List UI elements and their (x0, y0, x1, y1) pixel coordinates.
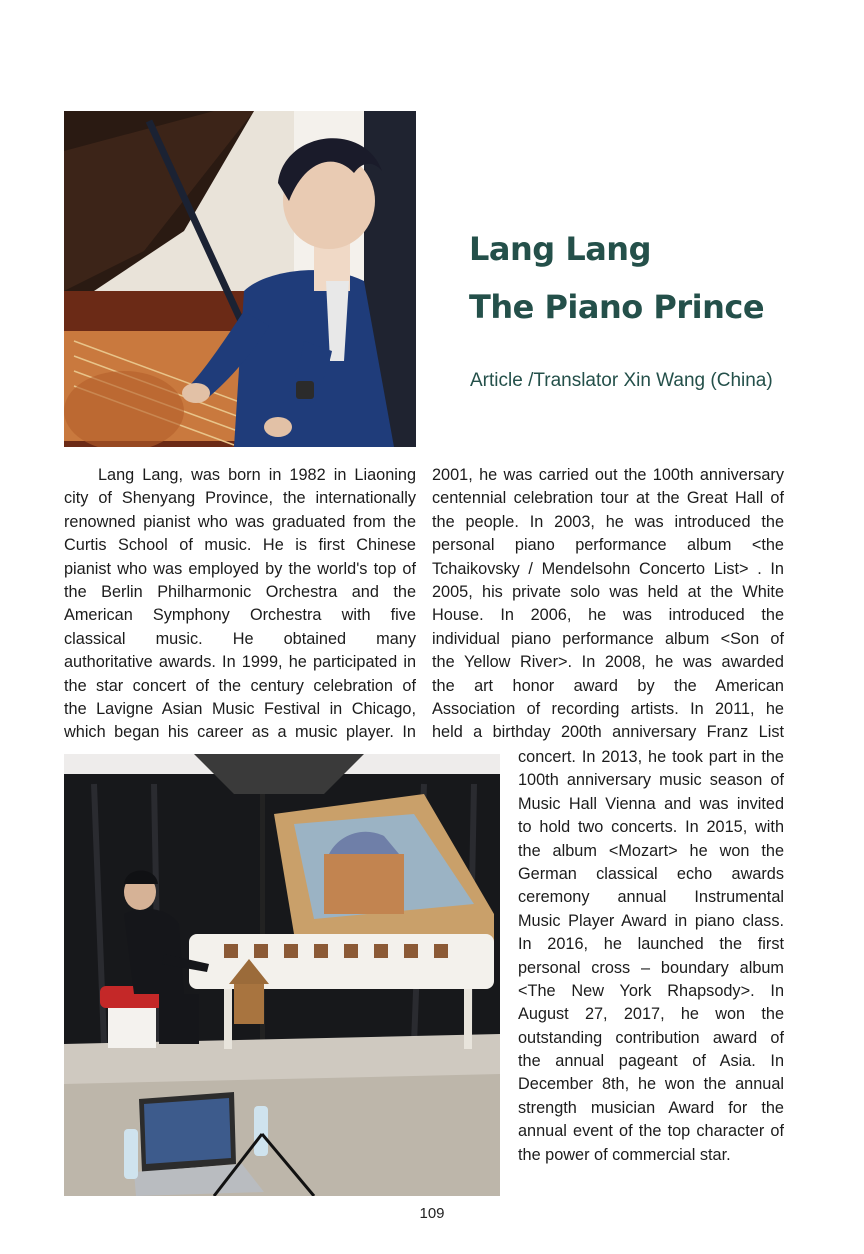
text-line: concert. In 2013, he took part in the (518, 748, 784, 766)
text-line: annual event of the top character of (518, 1122, 784, 1141)
text-line: outstanding contribution award of (518, 1028, 784, 1047)
text-line: held a birthday 200th anniversary Franz List (432, 723, 784, 742)
byline: Article /Translator Xin Wang (China) (470, 370, 773, 391)
text-line: Music Hall Vienna and was invited (518, 794, 784, 813)
title-line-2: The Piano Prince (469, 288, 765, 326)
text-line: strength musician Award for the (518, 1098, 784, 1117)
text-line: the people. In 2003, he was introduced the (432, 512, 784, 531)
pianist-photo-bottom (64, 754, 500, 1196)
text-line: German classical echo awards (518, 864, 784, 883)
text-line: the album <Mozart> he won the (518, 841, 784, 860)
text-line: the star concert of the century celebration of (64, 676, 416, 695)
text-line: the power of commercial star. (518, 1145, 731, 1164)
text-line: Curtis School of music. He is first Chinese (64, 536, 416, 555)
text-line: which began his career as a music player. In (64, 723, 416, 742)
title-line-1: Lang Lang (469, 230, 651, 268)
text-line: personal cross – boundary album (518, 958, 784, 977)
text-line: the art honor award by the American (432, 676, 784, 695)
text-line: 100th anniversary music season of (518, 771, 784, 790)
text-line: city of Shenyang Province, the internationally (64, 489, 416, 508)
text-line: the Berlin Philharmonic Orchestra and the (64, 582, 416, 601)
text-line: 2001, he was carried out the 100th anniversary (432, 466, 784, 484)
text-line: American Symphony Orchestra with five (64, 606, 416, 625)
text-line: centennial celebration tour at the Great Hall of (432, 489, 784, 508)
text-line: Lang Lang, was born in 1982 in Liaoning (98, 466, 416, 484)
text-line: personal piano performance album <the (432, 536, 784, 555)
article-column-wrap (518, 746, 784, 1167)
article-column-left (64, 464, 416, 745)
text-line: December 8th, he won the annual (518, 1075, 784, 1094)
text-line: the Lavigne Asian Music Festival in Chicago, (64, 699, 416, 718)
text-line: 2005, his private solo was held at the White (432, 582, 784, 601)
text-line: <The New York Rhapsody>. In (518, 981, 784, 1000)
article-column-right (432, 464, 784, 745)
text-line: renowned pianist who was graduated from the (64, 512, 416, 531)
text-line: authoritative awards. In 1999, he participated in (64, 653, 416, 672)
text-line: Tchaikovsky / Mendelsohn Concerto List> . In (432, 559, 784, 578)
text-line: Association of recording artists. In 2011, he (432, 699, 784, 718)
text-line: individual piano performance album <Son of (432, 629, 784, 648)
page-number: 109 (419, 1205, 445, 1222)
text-line: August 27, 2017, he won the (518, 1005, 784, 1024)
text-line: the Yellow River>. In 2008, he was awarded (432, 653, 784, 672)
text-line: ceremony annual Instrumental (518, 888, 784, 907)
text-line: House. In 2006, he was introduced the (432, 606, 784, 625)
text-line: the annual pageant of Asia. In (518, 1052, 784, 1071)
pianist-photo-top (64, 111, 416, 447)
text-line: In 2016, he launched the first (518, 935, 784, 954)
text-line: pianist who was employed by the world's top of (64, 559, 416, 578)
text-line: Music Player Award in piano class. (518, 911, 784, 930)
text-line: to hold two concerts. In 2015, with (518, 818, 784, 837)
text-line: classical music. He obtained many (64, 629, 416, 648)
